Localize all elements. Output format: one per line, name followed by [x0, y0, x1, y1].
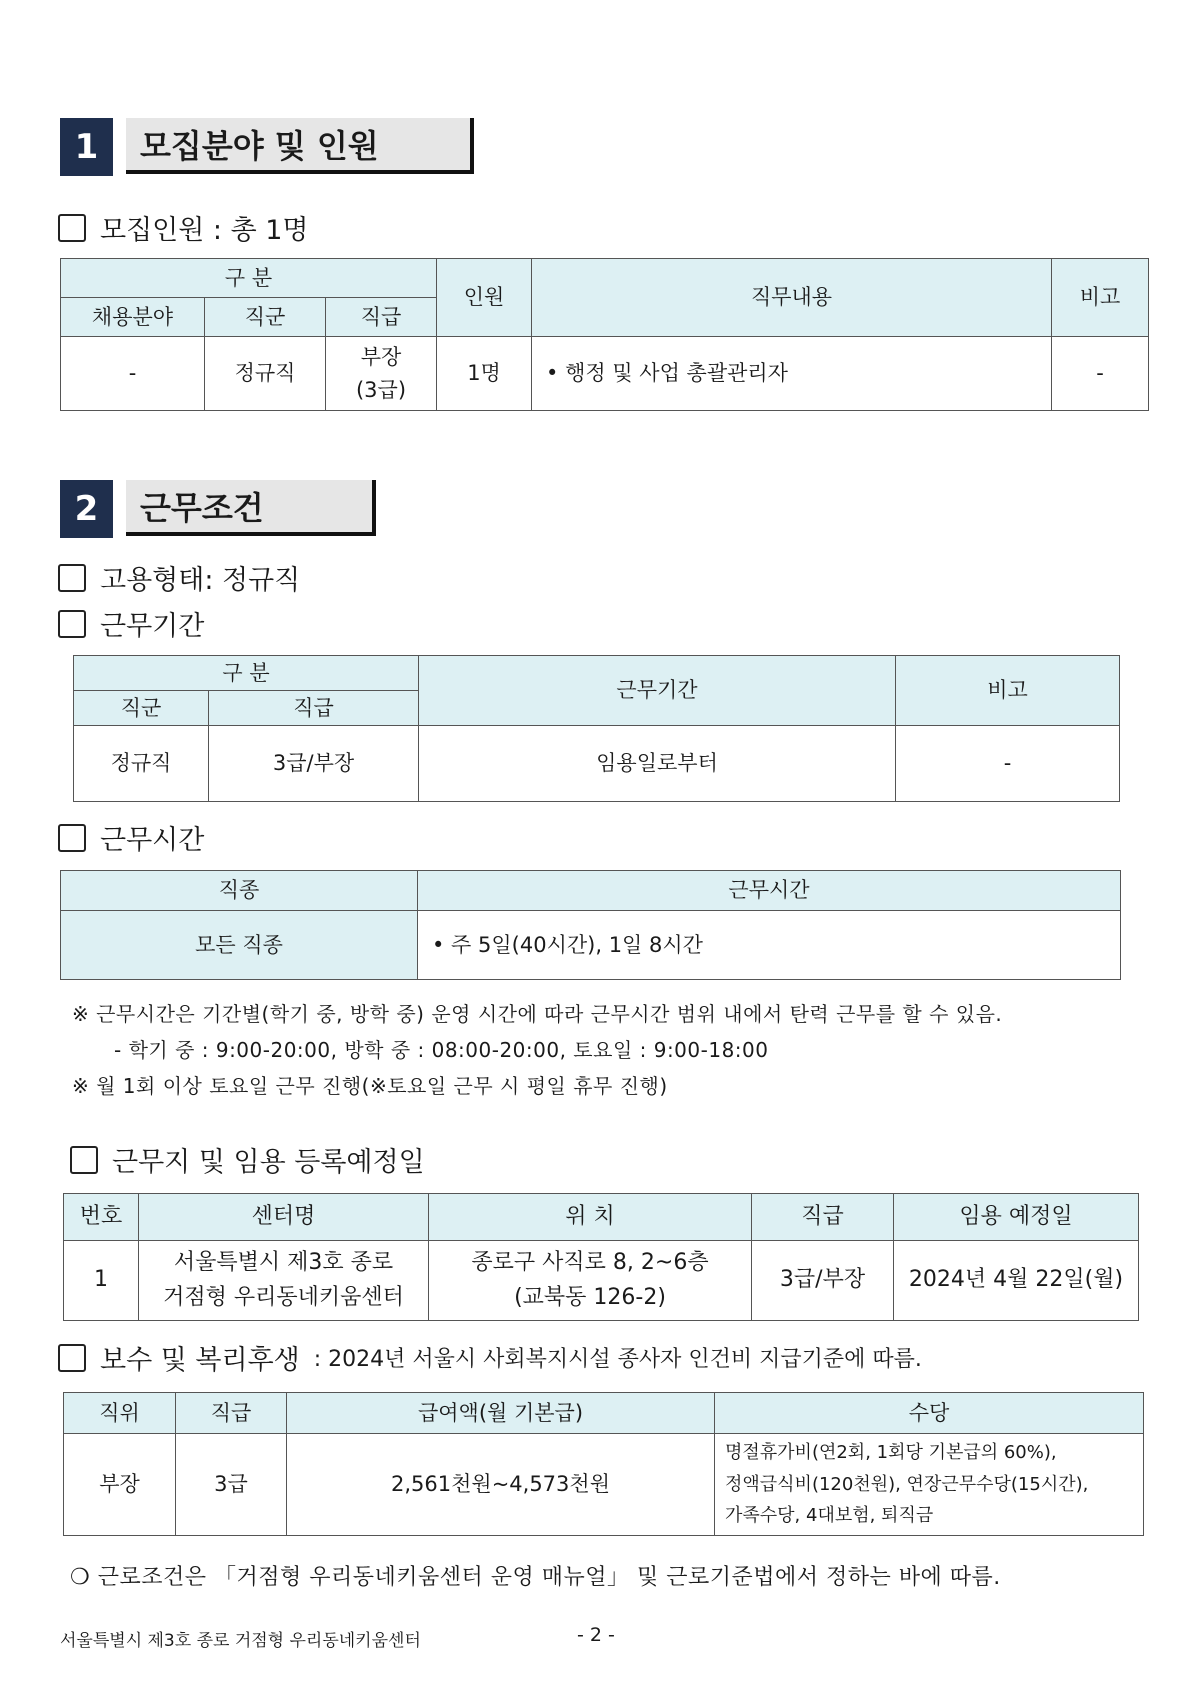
header-count: 인원: [437, 259, 532, 337]
cell-allowance-line1: 명절휴가비(연2회, 1회당 기본급의 60%),: [725, 1442, 1057, 1464]
header-group: 구 분: [61, 259, 437, 298]
table-row: [61, 337, 1149, 411]
recruit-table: [60, 258, 1149, 411]
cell-grade: 3급/부장: [752, 1241, 894, 1321]
pay-item-desc: : 2024년 서울시 사회복지시설 종사자 인건비 지급기준에 따름.: [313, 1347, 922, 1372]
cell-type: 정규직: [205, 337, 326, 411]
header-duty: 직무내용: [532, 259, 1052, 337]
cell-location: [429, 1241, 752, 1321]
header-position: 직위: [64, 1393, 176, 1434]
section-2-number: 2: [60, 480, 113, 538]
hours-item: [58, 818, 204, 857]
table-row: [64, 1434, 1144, 1536]
cell-duty: • 행정 및 사업 총괄관리자: [532, 337, 1052, 411]
checkbox-icon: [58, 1344, 86, 1372]
note-flex-hours: ※ 근무시간은 기간별(학기 중, 방학 중) 운영 시간에 따라 근무시간 범위 내에서 탄력 근무를 할 수 있음.: [72, 1002, 1003, 1026]
section-1-title: 모집분야 및 인원: [126, 118, 474, 174]
cell-center-line1: 서울특별시 제3호 종로: [173, 1250, 394, 1276]
header-hours: 근무시간: [418, 871, 1121, 911]
period-item-text: 근무기간: [100, 611, 205, 642]
header-period: 근무기간: [419, 656, 896, 726]
checkbox-icon: [58, 610, 86, 638]
cell-field: -: [61, 337, 205, 411]
cell-position: 부장: [64, 1434, 176, 1536]
table-row: [64, 1241, 1139, 1321]
cell-job: 모든 직종: [61, 911, 418, 980]
header-grade: 직급: [326, 298, 437, 337]
table-row: [61, 911, 1121, 980]
header-type: 직군: [205, 298, 326, 337]
header-field: 채용분야: [61, 298, 205, 337]
header-job: 직종: [61, 871, 418, 911]
table-row: [74, 726, 1120, 802]
section-1-number: 1: [60, 118, 113, 176]
hours-table: [60, 870, 1121, 980]
checkbox-icon: [70, 1146, 98, 1174]
cell-allowance: [715, 1434, 1144, 1536]
cell-count: 1명: [437, 337, 532, 411]
header-salary: 급여액(월 기본급): [287, 1393, 715, 1434]
cell-grade-line1: 부장: [360, 344, 402, 369]
cell-center-line2: 거점형 우리동네키움센터: [163, 1284, 404, 1310]
cell-note: -: [1052, 337, 1149, 411]
cell-allowance-line2: 정액급식비(120천원), 연장근무수당(15시간),: [725, 1473, 1089, 1495]
footer-org: 서울특별시 제3호 종로 거점형 우리동네키움센터: [60, 1631, 421, 1651]
section-2-title: 근무조건: [126, 480, 376, 536]
cell-note: -: [896, 726, 1120, 802]
checkbox-icon: [58, 824, 86, 852]
cell-grade: [326, 337, 437, 411]
place-item: [70, 1140, 425, 1179]
header-allowance: 수당: [715, 1393, 1144, 1434]
cell-type: 정규직: [74, 726, 209, 802]
period-item: [58, 604, 204, 643]
employment-item: [58, 558, 300, 597]
header-grade: 직급: [752, 1194, 894, 1241]
cell-hours: • 주 5일(40시간), 1일 8시간: [418, 911, 1121, 980]
header-no: 번호: [64, 1194, 139, 1241]
cell-date: 2024년 4월 22일(월): [894, 1241, 1139, 1321]
header-grade: 직급: [176, 1393, 287, 1434]
recruit-item-text: 모집인원 : 총 1명: [100, 215, 309, 246]
pay-table: [63, 1392, 1144, 1536]
cell-allowance-line3: 가족수당, 4대보험, 퇴직금: [725, 1505, 934, 1527]
header-group: 구 분: [74, 656, 419, 691]
cell-salary: 2,561천원~4,573천원: [287, 1434, 715, 1536]
cell-center: [139, 1241, 429, 1321]
pay-item-title: 보수 및 복리후생: [100, 1345, 300, 1376]
cell-location-line2: (교북동 126-2): [514, 1284, 666, 1310]
header-type: 직군: [74, 691, 209, 726]
header-grade: 직급: [209, 691, 419, 726]
note-schedule: - 학기 중 : 9:00-20:00, 방학 중 : 08:00-20:00, 토요일 : 9:00-18:00: [114, 1038, 769, 1062]
header-note: 비고: [1052, 259, 1149, 337]
cell-period: 임용일로부터: [419, 726, 896, 802]
cell-grade: 3급: [176, 1434, 287, 1536]
pay-item: [58, 1338, 922, 1377]
recruit-item: [58, 208, 309, 247]
closing-note: ❍ 근로조건은 「거점형 우리동네키움센터 운영 매뉴얼」 및 근로기준법에서 정하는 바에 따름.: [70, 1565, 1001, 1590]
header-center: 센터명: [139, 1194, 429, 1241]
hours-item-text: 근무시간: [100, 825, 205, 856]
cell-grade-line2: (3급): [355, 377, 407, 402]
note-saturday: ※ 월 1회 이상 토요일 근무 진행(※토요일 근무 시 평일 휴무 진행): [72, 1074, 668, 1098]
cell-location-line1: 종로구 사직로 8, 2~6층: [471, 1250, 709, 1276]
header-date: 임용 예정일: [894, 1194, 1139, 1241]
place-item-text: 근무지 및 임용 등록예정일: [112, 1147, 425, 1178]
period-table: [73, 655, 1120, 802]
header-note: 비고: [896, 656, 1120, 726]
cell-no: 1: [64, 1241, 139, 1321]
page-number: - 2 -: [577, 1624, 615, 1646]
checkbox-icon: [58, 214, 86, 242]
place-table: [63, 1193, 1139, 1321]
employment-item-text: 고용형태: 정규직: [100, 565, 301, 596]
checkbox-icon: [58, 564, 86, 592]
header-location: 위 치: [429, 1194, 752, 1241]
cell-grade: 3급/부장: [209, 726, 419, 802]
